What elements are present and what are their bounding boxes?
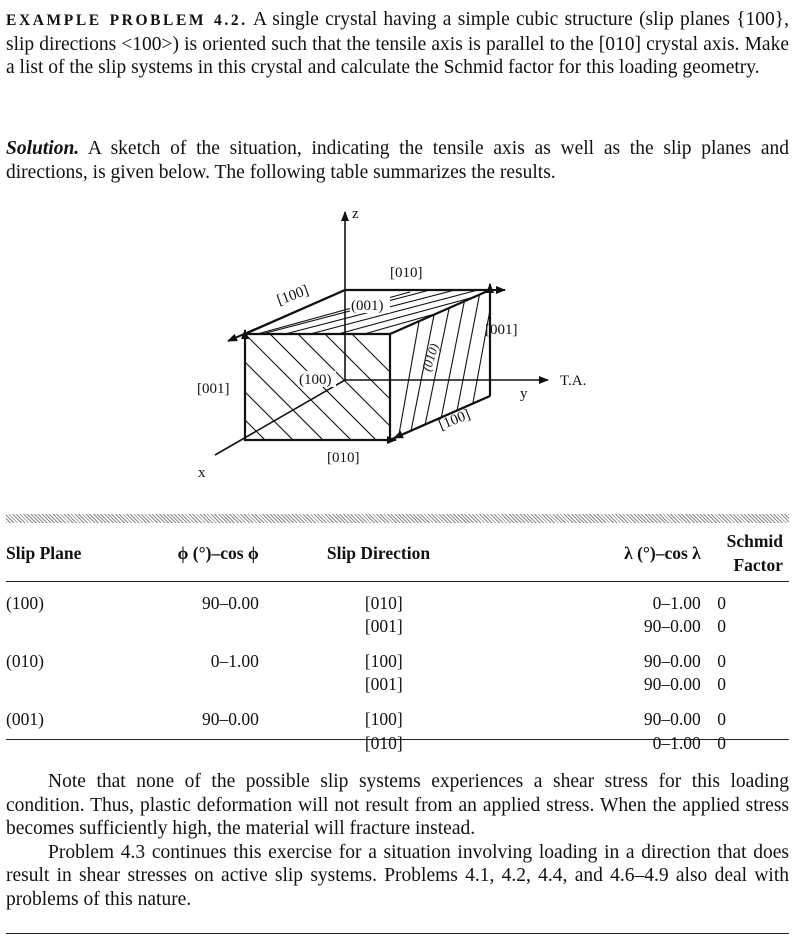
cell-lambda: 90–0.00 xyxy=(643,650,701,671)
table-top-hatch-rule xyxy=(6,514,789,523)
solution-paragraph xyxy=(6,137,789,184)
header-slip-direction: Slip Direction xyxy=(259,528,573,582)
cell-lambda: 0–1.00 xyxy=(652,732,701,753)
cell-slip-direction: [100] xyxy=(364,709,403,730)
header-phi: ϕ (°)–cos ϕ xyxy=(131,528,258,582)
cell-schmid-factor: 0 xyxy=(717,732,726,753)
solution-lead: Solution. xyxy=(6,138,80,159)
cell-phi xyxy=(131,615,258,639)
tensile-axis-label: T.A. xyxy=(560,373,587,389)
table-row xyxy=(6,673,789,697)
cell-lambda: 90–0.00 xyxy=(643,709,701,730)
table-row xyxy=(6,592,789,616)
cell-phi: 0–1.00 xyxy=(210,650,259,671)
cell-schmid-factor: 0 xyxy=(717,616,726,637)
top-plane-label: (001) xyxy=(351,298,384,314)
cell-slip-plane xyxy=(6,673,131,697)
cell-schmid-factor: 0 xyxy=(717,709,726,730)
problem-statement xyxy=(6,8,789,80)
cell-slip-direction: [001] xyxy=(364,674,403,695)
header-schmid-factor: Schmid Factor xyxy=(701,528,789,582)
cell-slip-plane: (001) xyxy=(6,709,44,730)
cell-slip-plane xyxy=(6,732,131,756)
slip-systems-table xyxy=(6,528,789,755)
notes-section xyxy=(6,770,789,912)
problem-lead: EXAMPLE PROBLEM 4.2. xyxy=(6,12,248,29)
crystal-sketch xyxy=(0,200,795,500)
axis-z-label: z xyxy=(352,206,359,222)
table-row xyxy=(6,708,789,732)
bottom-edge-label: [010] xyxy=(327,450,360,466)
hatch-front-face xyxy=(245,334,452,449)
left-vertical-label: [001] xyxy=(197,381,230,397)
table-row xyxy=(6,732,789,756)
cell-lambda: 90–0.00 xyxy=(643,616,701,637)
cell-slip-plane xyxy=(6,615,131,639)
table-row xyxy=(6,650,789,674)
cell-slip-direction: [100] xyxy=(364,650,403,671)
top-arrow-label: [010] xyxy=(390,265,423,281)
note-paragraph-2: Problem 4.3 continues this exercise for a situation involving loading in a direction that does result in shear stresses on active slip systems. Problems 4.1, 4.2, 4.4, and 4.6–4.9 also deal with problems of this nature. xyxy=(6,841,789,910)
axis-x-label: x xyxy=(198,465,206,481)
cell-schmid-factor: 0 xyxy=(717,674,726,695)
header-slip-plane: Slip Plane xyxy=(6,528,131,582)
table-bottom-rule xyxy=(6,739,789,740)
cell-phi xyxy=(131,673,258,697)
cell-schmid-factor: 0 xyxy=(717,592,726,613)
cell-phi xyxy=(131,732,258,756)
cell-slip-plane: (010) xyxy=(6,650,44,671)
front-plane-label: (100) xyxy=(299,372,332,388)
table-row xyxy=(6,615,789,639)
cell-slip-direction: [010] xyxy=(364,592,403,613)
cell-schmid-factor: 0 xyxy=(717,650,726,671)
cell-slip-direction: [010] xyxy=(364,732,403,753)
cell-slip-direction: [001] xyxy=(364,616,403,637)
right-plane-label: (010) xyxy=(418,341,442,373)
header-lambda: λ (°)–cos λ xyxy=(573,528,700,582)
cell-slip-plane: (100) xyxy=(6,592,44,613)
problem-text: A single crystal having a simple cubic structure (slip planes {100}, slip directions <100>) is oriented such that the tensile axis is parallel to the [010] crystal axis. Make a list of the slip systems in this crystal and calculate the Schmid factor for this loading geometry. xyxy=(6,9,789,79)
note-paragraph-1: Note that none of the possible slip systems experiences a shear stress for this loading condition. Thus, plastic deformation will not result from an applied stress. When the applied stress becomes sufficiently high, the material will fracture instead. xyxy=(6,771,789,840)
cell-phi: 90–0.00 xyxy=(201,709,259,730)
cell-lambda: 0–1.00 xyxy=(652,592,701,613)
page-end-rule xyxy=(6,933,789,934)
right-bottom-label: [100] xyxy=(436,406,473,434)
right-vertical-label: [001] xyxy=(485,322,518,338)
axis-y-label: y xyxy=(520,386,528,402)
cell-lambda: 90–0.00 xyxy=(643,674,701,695)
solution-text: A sketch of the situation, indicating the tensile axis as well as the slip planes and directions, is given below. The following table summarizes the results. xyxy=(6,138,789,183)
top-edge-label: [100] xyxy=(274,282,311,309)
cell-phi: 90–0.00 xyxy=(201,592,259,613)
table-header-row xyxy=(6,528,789,582)
